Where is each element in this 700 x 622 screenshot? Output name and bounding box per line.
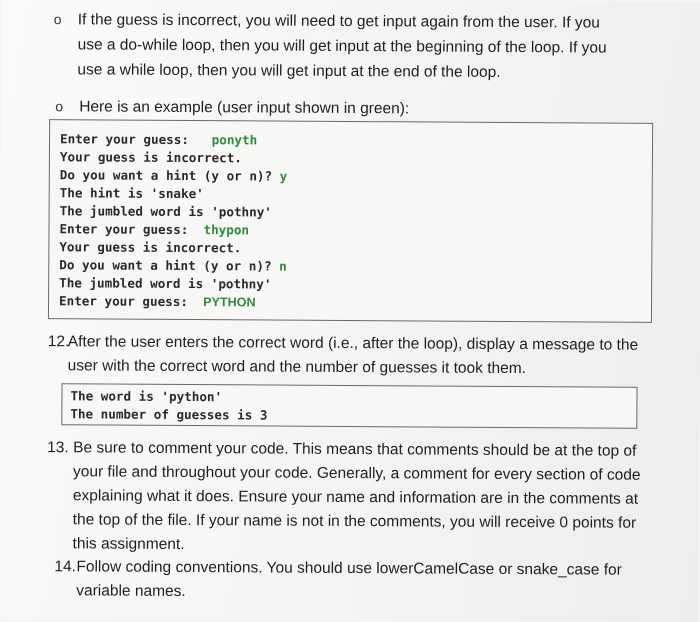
bullet-example xyxy=(55,94,410,121)
bullet-marker: o xyxy=(53,11,62,28)
code-prompt: Enter your guess: xyxy=(59,221,204,238)
list-item-12 xyxy=(47,330,639,381)
text-line: If the guess is incorrect, you will need to get input again from the user. If you xyxy=(77,11,600,32)
item-number: 13. xyxy=(47,439,69,457)
text-line: the top of the file. If your name is not in the comments, you will receive 0 points for xyxy=(72,511,637,532)
text-line: Be sure to comment your code. This means that comments should be at the top of xyxy=(73,439,637,460)
text-line: your file and throughout your code. Generally, a comment for every section of code xyxy=(72,463,641,484)
user-input: n xyxy=(279,258,287,274)
bullet-incorrect-guess xyxy=(53,7,677,86)
user-input: y xyxy=(279,168,288,184)
item-number: 12. xyxy=(47,333,70,351)
result-console-output xyxy=(61,383,637,429)
text-line: use a while loop, then you will get input at the end of the loop. xyxy=(77,61,501,81)
code-prompt: The jumbled word is 'pothny' xyxy=(59,203,272,220)
list-item-13 xyxy=(47,436,641,559)
text-line: Follow coding conventions. You should use lowerCamelCase or snake_case for xyxy=(76,558,622,579)
code-prompt: Your guess is incorrect. xyxy=(59,239,242,256)
example-console-output xyxy=(48,119,653,323)
user-input: thypon xyxy=(203,222,250,238)
code-prompt: Do you want a hint (y or n)? xyxy=(59,167,280,184)
code-row xyxy=(59,292,651,314)
list-item-14 xyxy=(54,555,622,606)
text-line: this assignment. xyxy=(72,535,185,553)
code-prompt: The jumbled word is 'pothny' xyxy=(59,275,272,292)
code-prompt: Your guess is incorrect. xyxy=(59,149,242,166)
item-number: 14. xyxy=(54,558,77,576)
code-row: The word is 'python' xyxy=(70,388,223,405)
text-line: variable names. xyxy=(76,582,186,601)
text-line: Here is an example (user input shown in green): xyxy=(79,98,410,118)
text-line: use a do-while loop, then you will get input at the beginning of the loop. If you xyxy=(77,36,607,57)
code-prompt: Do you want a hint (y or n)? xyxy=(59,257,280,274)
user-input: ponyth xyxy=(211,132,258,148)
user-input: PYTHON xyxy=(203,295,256,310)
code-prompt: The hint is 'snake' xyxy=(59,185,204,202)
code-row: The number of guesses is 3 xyxy=(70,406,268,423)
code-prompt: Enter your guess: xyxy=(59,131,212,148)
text-line: explaining what it does. Ensure your name and information are in the comments at xyxy=(72,487,639,508)
text-line: user with the correct word and the number of guesses it took them. xyxy=(67,357,527,378)
bullet-marker: o xyxy=(55,98,64,115)
code-prompt: Enter your guess: xyxy=(59,293,204,310)
text-line: After the user enters the correct word (i.e., after the loop), display a message to the xyxy=(67,333,639,354)
